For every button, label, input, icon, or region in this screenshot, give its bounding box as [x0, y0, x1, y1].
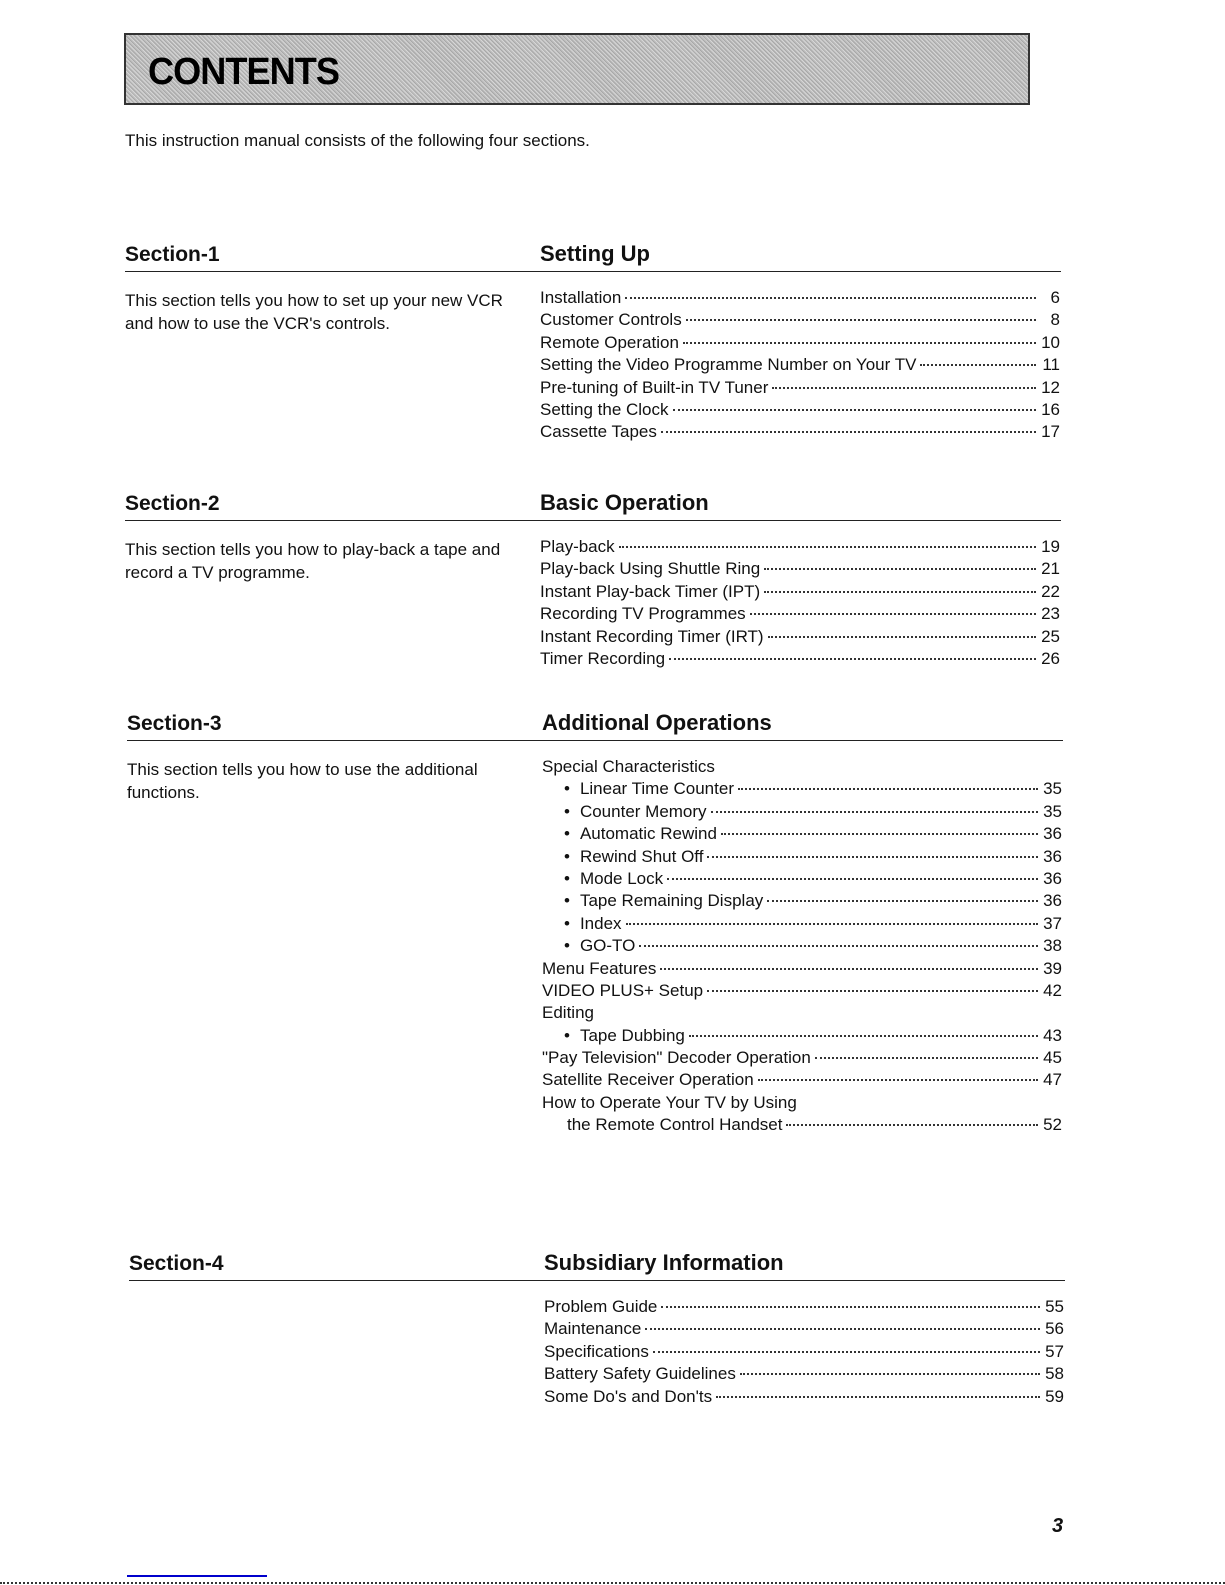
- toc-entry[interactable]: [544, 1363, 1064, 1385]
- toc-entry[interactable]: [540, 377, 1060, 399]
- contents-banner: [124, 33, 1030, 105]
- entry-page: 36: [1043, 846, 1062, 866]
- section-label: Section-3: [127, 712, 222, 735]
- entry-page: 6: [1050, 288, 1060, 307]
- entry-title: Maintenance: [544, 1319, 642, 1339]
- entry-page: 36: [1043, 891, 1062, 911]
- toc-entries: [540, 287, 1060, 444]
- page-title: CONTENTS: [148, 51, 339, 93]
- entry-page: 11: [1042, 355, 1060, 375]
- entry-title: Pre-tuning of Built-in TV Tuner: [540, 377, 769, 397]
- dot-leader: [764, 591, 1036, 593]
- entry-title: Tape Dubbing: [579, 1025, 685, 1045]
- dot-leader: [619, 546, 1036, 548]
- intro-text: This instruction manual consists of the following four sections.: [125, 131, 590, 150]
- dot-leader: [625, 297, 1036, 299]
- entry-title: Installation: [540, 288, 622, 307]
- entry-title: Counter Memory: [579, 801, 707, 821]
- toc-entry[interactable]: [542, 1069, 1062, 1091]
- entry-page: 43: [1043, 1025, 1062, 1045]
- dot-leader: [660, 968, 1038, 970]
- toc-entry[interactable]: [542, 935, 1062, 957]
- toc-entry[interactable]: [540, 309, 1060, 331]
- toc-entry[interactable]: [544, 1341, 1064, 1363]
- dot-leader: [740, 1373, 1040, 1375]
- toc-entry[interactable]: [540, 536, 1060, 558]
- section-description: This section tells you how to play-back a tape and record a TV programme.: [125, 540, 501, 582]
- dot-leader: [661, 431, 1036, 433]
- dot-leader: [667, 878, 1038, 880]
- dot-leader: [767, 900, 1038, 902]
- dot-leader: [920, 364, 1036, 366]
- entry-title: Rewind Shut Off: [579, 846, 704, 866]
- entry-title: How to Operate Your TV by Using: [542, 1092, 797, 1112]
- entry-page: 26: [1041, 648, 1060, 668]
- toc-entry[interactable]: [544, 1386, 1064, 1408]
- entry-title: Recording TV Programmes: [540, 604, 746, 624]
- entry-title: Special Characteristics: [542, 757, 715, 776]
- entry-page: 12: [1041, 377, 1060, 397]
- entry-page: 38: [1043, 936, 1062, 956]
- toc-entry[interactable]: [542, 801, 1062, 823]
- dot-leader: [758, 1079, 1038, 1081]
- section-rule: [129, 1280, 1065, 1281]
- entry-title: the Remote Control Handset: [567, 1115, 783, 1135]
- section-description: This section tells you how to use the additional functions.: [127, 760, 478, 802]
- entry-title: Some Do's and Don'ts: [544, 1386, 713, 1406]
- section-title: Additional Operations: [542, 710, 772, 735]
- entry-title: Satellite Receiver Operation: [542, 1070, 754, 1090]
- page-edge-divider: [0, 1582, 1225, 1584]
- entry-title: Setting the Video Programme Number on Your TV: [540, 355, 917, 375]
- entry-page: 10: [1041, 332, 1060, 352]
- link-underline: [127, 1575, 267, 1577]
- entry-page: 36: [1043, 868, 1062, 888]
- bullet-icon: •: [564, 846, 570, 866]
- section-rule: [125, 271, 1061, 272]
- entry-title: Automatic Rewind: [579, 824, 717, 844]
- section-title: Basic Operation: [540, 490, 709, 515]
- section-description: This section tells you how to set up your new VCR and how to use the VCR's controls.: [125, 291, 503, 333]
- dot-leader: [815, 1057, 1038, 1059]
- toc-entry[interactable]: [542, 913, 1062, 935]
- entry-page: 47: [1043, 1070, 1062, 1090]
- dot-leader: [686, 319, 1036, 321]
- toc-entry[interactable]: [540, 399, 1060, 421]
- entry-page: 17: [1041, 422, 1060, 442]
- entry-title: Instant Play-back Timer (IPT): [540, 581, 761, 601]
- entry-title: "Pay Television" Decoder Operation: [542, 1048, 811, 1068]
- dot-leader: [764, 568, 1036, 570]
- entry-title: Remote Operation: [540, 332, 679, 352]
- dot-leader: [673, 409, 1036, 411]
- entry-title: Editing: [542, 1003, 594, 1023]
- toc-entry[interactable]: [540, 421, 1060, 443]
- toc-entry[interactable]: [542, 1002, 1062, 1024]
- dot-leader: [653, 1351, 1040, 1353]
- entry-page: 16: [1041, 399, 1060, 419]
- bullet-icon: •: [564, 801, 570, 821]
- toc-entry[interactable]: [540, 558, 1060, 580]
- dot-leader: [750, 613, 1036, 615]
- bullet-icon: •: [564, 913, 570, 933]
- dot-leader: [639, 945, 1038, 947]
- toc-entry[interactable]: [542, 1092, 1062, 1114]
- section-label: Section-2: [125, 492, 220, 515]
- toc-entry[interactable]: [540, 354, 1060, 376]
- dot-leader: [711, 811, 1038, 813]
- section-title: Subsidiary Information: [544, 1250, 784, 1275]
- entry-page: 36: [1043, 824, 1062, 844]
- toc-entry[interactable]: [542, 868, 1062, 890]
- section-rule: [125, 520, 1061, 521]
- dot-leader: [786, 1124, 1038, 1126]
- toc-entries: [544, 1296, 1064, 1408]
- bullet-icon: •: [564, 779, 570, 799]
- dot-leader: [772, 387, 1036, 389]
- toc-entry[interactable]: [540, 287, 1060, 309]
- dot-leader: [716, 1396, 1040, 1398]
- dot-leader: [683, 342, 1036, 344]
- bullet-icon: •: [564, 1025, 570, 1045]
- dot-leader: [768, 636, 1036, 638]
- toc-entry[interactable]: [542, 1025, 1062, 1047]
- toc-entry[interactable]: [540, 648, 1060, 670]
- toc-entry[interactable]: [542, 1114, 1062, 1136]
- entry-title: Timer Recording: [540, 648, 666, 668]
- entry-page: 59: [1045, 1386, 1064, 1406]
- entry-title: Battery Safety Guidelines: [544, 1364, 736, 1384]
- entry-page: 52: [1043, 1115, 1062, 1135]
- toc-entry[interactable]: [542, 823, 1062, 845]
- entry-title: Cassette Tapes: [540, 422, 657, 442]
- toc-entry[interactable]: [542, 890, 1062, 912]
- bullet-icon: •: [564, 824, 570, 844]
- entry-title: Index: [579, 913, 622, 933]
- section-rule: [127, 740, 1063, 741]
- entry-page: 45: [1043, 1048, 1062, 1068]
- dot-leader: [645, 1328, 1040, 1330]
- bullet-icon: •: [564, 868, 570, 888]
- entry-title: GO-TO: [579, 936, 636, 956]
- toc-entry[interactable]: [542, 846, 1062, 868]
- dot-leader: [669, 658, 1036, 660]
- entry-title: Linear Time Counter: [579, 779, 734, 799]
- toc-entry[interactable]: [542, 1047, 1062, 1069]
- dot-leader: [707, 856, 1038, 858]
- toc-entry[interactable]: [542, 756, 1062, 778]
- page-number: 3: [1052, 1515, 1064, 1537]
- toc-entry[interactable]: [540, 626, 1060, 648]
- entry-page: 58: [1045, 1364, 1064, 1384]
- entry-title: Menu Features: [542, 958, 657, 978]
- entry-title: Customer Controls: [540, 310, 682, 330]
- toc-entry[interactable]: [542, 958, 1062, 980]
- entry-title: VIDEO PLUS+ Setup: [542, 980, 704, 1000]
- entry-title: Tape Remaining Display: [579, 891, 764, 911]
- entry-page: 55: [1045, 1297, 1064, 1316]
- toc-entry[interactable]: [540, 581, 1060, 603]
- section-title: Setting Up: [540, 241, 650, 266]
- entry-page: 25: [1041, 626, 1060, 646]
- toc-entry[interactable]: [544, 1318, 1064, 1340]
- dot-leader: [661, 1306, 1040, 1308]
- entry-title: Instant Recording Timer (IRT): [540, 626, 764, 646]
- entry-title: Play-back Using Shuttle Ring: [540, 559, 761, 579]
- entry-page: 39: [1043, 958, 1062, 978]
- dot-leader: [738, 788, 1038, 790]
- toc-entry[interactable]: [540, 332, 1060, 354]
- entry-page: 21: [1041, 559, 1060, 579]
- entry-page: 8: [1050, 310, 1060, 330]
- entry-title: Mode Lock: [579, 868, 664, 888]
- dot-leader: [626, 923, 1038, 925]
- dot-leader: [721, 833, 1038, 835]
- entry-page: 19: [1041, 537, 1060, 556]
- entry-title: Problem Guide: [544, 1297, 658, 1316]
- bullet-icon: •: [564, 891, 570, 911]
- toc-entry[interactable]: [542, 980, 1062, 1002]
- entry-page: 56: [1045, 1319, 1064, 1339]
- toc-entry[interactable]: [542, 778, 1062, 800]
- toc-entries: [542, 756, 1062, 1137]
- entry-title: Setting the Clock: [540, 399, 669, 419]
- entry-page: 37: [1043, 913, 1062, 933]
- entry-page: 23: [1041, 604, 1060, 624]
- section-label: Section-1: [125, 243, 220, 266]
- entry-title: Play-back: [540, 537, 615, 556]
- bullet-icon: •: [564, 936, 570, 956]
- entry-page: 42: [1043, 980, 1062, 1000]
- dot-leader: [689, 1035, 1038, 1037]
- entry-page: 35: [1043, 779, 1062, 799]
- entry-page: 22: [1041, 581, 1060, 601]
- section-label: Section-4: [129, 1252, 224, 1275]
- entry-page: 35: [1043, 801, 1062, 821]
- toc-entries: [540, 536, 1060, 670]
- toc-entry[interactable]: [544, 1296, 1064, 1318]
- dot-leader: [707, 990, 1038, 992]
- entry-title: Specifications: [544, 1341, 649, 1361]
- toc-entry[interactable]: [540, 603, 1060, 625]
- entry-page: 57: [1045, 1341, 1064, 1361]
